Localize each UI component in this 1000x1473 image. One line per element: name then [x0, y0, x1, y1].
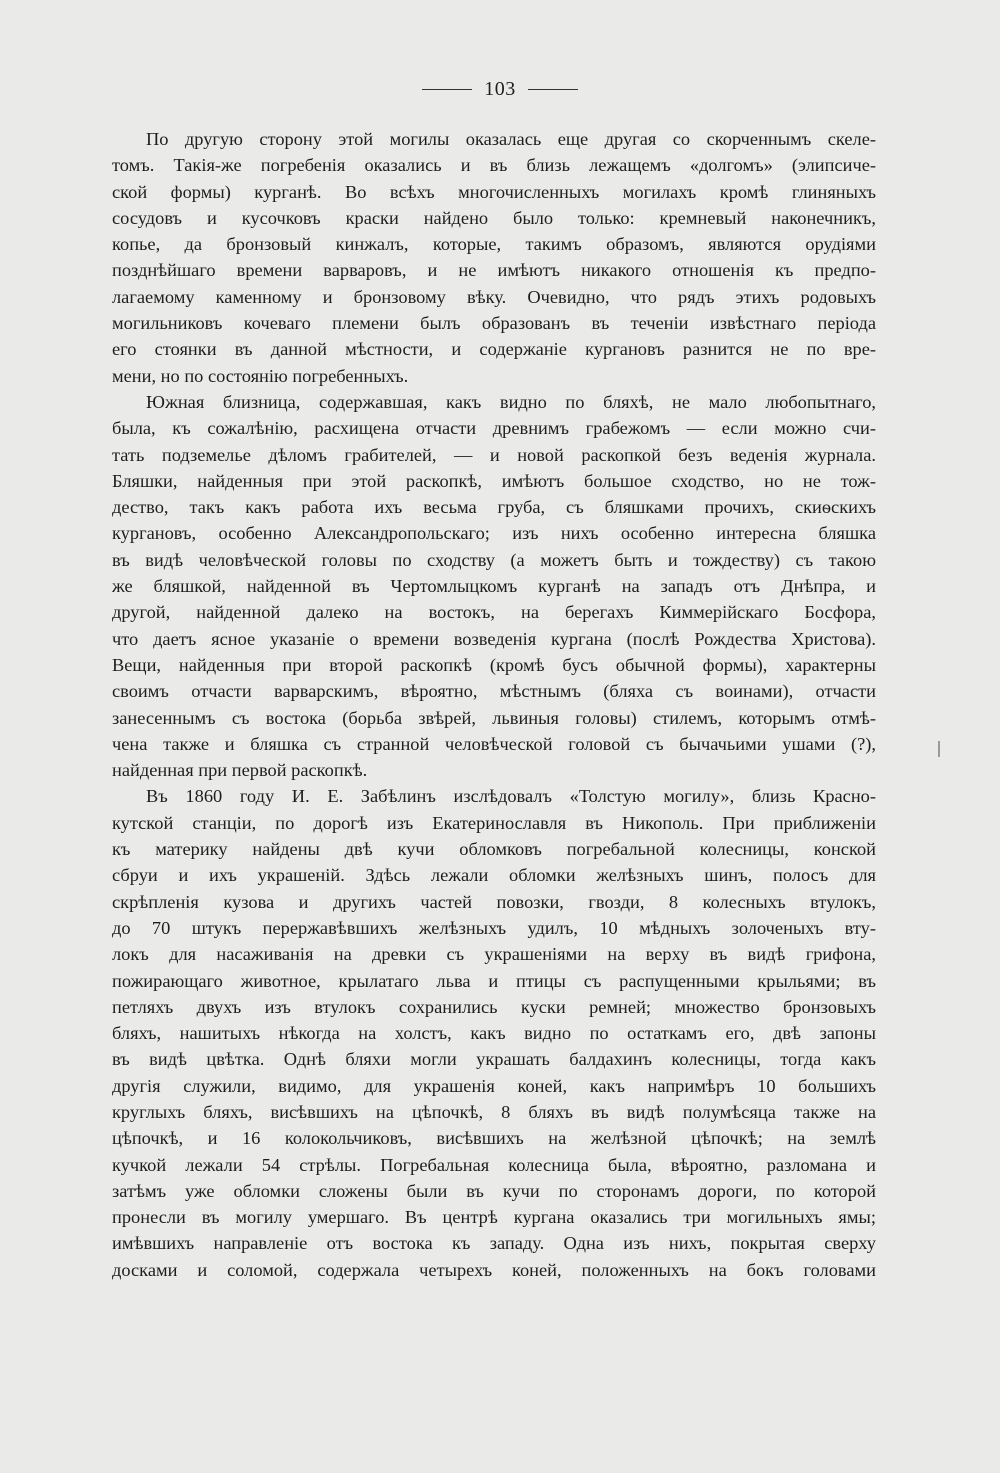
text-line: позднѣйшаго времени варваровъ, и не имѣютъ никакого отношенія къ предпо-: [112, 260, 876, 281]
text-line: пронесли въ могилу умершаго. Въ центрѣ кургана оказались три могильныхъ ямы;: [112, 1207, 876, 1228]
text-line: петляхъ двухъ изъ втулокъ сохранились куски ремней; множество бронзовыхъ: [112, 996, 876, 1017]
text-line: своимъ отчасти варварскимъ, вѣроятно, мѣстнымъ (бляха съ воинами), отчасти: [112, 681, 876, 702]
text-line: была, къ сожалѣнію, расхищена отчасти древнимъ грабежомъ — если можно счи-: [112, 418, 876, 439]
text-line: тать подземелье дѣломъ грабителей, — и новой раскопкой безъ веденія журнала.: [112, 444, 876, 465]
text-line: круглыхъ бляхъ, висѣвшихъ на цѣпочкѣ, 8 бляхъ въ видѣ полумѣсяца также на: [112, 1101, 876, 1122]
text-line: его стоянки въ данной мѣстности, и содержаніе кургановъ разнится не по вре-: [112, 339, 876, 360]
margin-mark: [938, 741, 940, 757]
page-header: [0, 78, 1000, 101]
text-line: кутской станціи, по дорогѣ изъ Екатеринославля въ Никополь. При приближеніи: [112, 812, 876, 833]
text-line: Южная близница, содержавшая, какъ видно по бляхѣ, не мало любопытнаго,: [146, 391, 876, 412]
text-line: скрѣпленія кузова и другихъ частей повозки, гвозди, 8 колесныхъ втулокъ,: [112, 891, 876, 912]
text-line: копье, да бронзовый кинжалъ, которые, такимъ образомъ, являются орудіями: [112, 234, 876, 255]
text-line: найденная при первой раскопкѣ.: [112, 760, 368, 781]
text-line: кучкой лежали 54 стрѣлы. Погребальная колесница была, вѣроятно, разломана и: [112, 1154, 876, 1175]
header-rule-left: [422, 89, 472, 90]
text-line: въ видѣ цвѣтка. Однѣ бляхи могли украшать балдахинъ колесницы, тогда какъ: [112, 1049, 876, 1070]
text-line: Вещи, найденныя при второй раскопкѣ (кромѣ бусъ обычной формы), характерны: [112, 654, 876, 675]
text-line: локъ для насаживанія на древки съ украшеніями на верху въ видѣ грифона,: [112, 944, 876, 965]
text-line: кургановъ, особенно Александропольскаго; изъ нихъ особенно интересна бляшка: [112, 523, 876, 544]
text-line: же бляшкой, найденной въ Чертомлыцкомъ курганѣ на западъ отъ Днѣпра, и: [112, 576, 876, 597]
text-line: По другую сторону этой могилы оказалась еще другая со скорченнымъ скеле-: [146, 129, 876, 149]
text-line: лагаемому каменному и бронзовому вѣку. Очевидно, что рядъ этихъ родовыхъ: [112, 286, 876, 307]
text-line: занесеннымъ съ востока (борьба звѣрей, львиныя головы) стилемъ, которымъ отмѣ-: [112, 707, 876, 728]
text-line: сбруи и ихъ украшеній. Здѣсь лежали обломки желѣзныхъ шинъ, полосъ для: [112, 865, 876, 886]
text-line: сосудовъ и кусочковъ краски найдено было только: кремневый наконечникъ,: [112, 207, 876, 228]
text-line: до 70 штукъ перержавѣвшихъ желѣзныхъ удилъ, 10 мѣдныхъ золоченыхъ вту-: [112, 917, 876, 938]
text-line: могильниковъ кочеваго племени былъ образованъ въ теченіи извѣстнаго періода: [112, 313, 876, 334]
text-line: въ видѣ человѣческой головы по сходству (а можетъ быть и тождеству) съ такою: [112, 549, 876, 570]
text-line: ской формы) курганѣ. Во всѣхъ многочисленныхъ могилахъ кромѣ глиняныхъ: [112, 181, 876, 202]
text-line: чена также и бляшка съ странной человѣческой головой съ бычачьими ушами (?),: [112, 733, 876, 754]
text-line: что даетъ ясное указаніе о времени возведенія кургана (послѣ Рождества Христова).: [112, 628, 876, 649]
body-text: [112, 126, 876, 1283]
text-line: другія служили, видимо, для украшенія коней, какъ напримѣръ 10 большихъ: [112, 1075, 876, 1096]
text-line: другой, найденной далеко на востокъ, на берегахъ Киммерійскаго Босфора,: [112, 602, 876, 623]
text-line: бляхъ, нашитыхъ нѣкогда на холстъ, какъ видно по остаткамъ его, двѣ запоны: [112, 1023, 876, 1044]
text-line: цѣпочкѣ, и 16 колокольчиковъ, висѣвшихъ на желѣзной цѣпочкѣ; на землѣ: [112, 1128, 876, 1149]
text-line: къ материку найдены двѣ кучи обломковъ погребальной колесницы, конской: [112, 839, 876, 860]
text-line: Въ 1860 году И. Е. Забѣлинъ изслѣдовалъ «Толстую могилу», близь Красно-: [146, 786, 876, 807]
page-number: 103: [484, 78, 516, 100]
text-line: мени, но по состоянію погребенныхъ.: [112, 365, 409, 386]
text-line: имѣвшихъ направленіе отъ востока къ западу. Одна изъ нихъ, покрытая сверху: [112, 1233, 876, 1254]
header-rule-right: [528, 89, 578, 90]
text-line: томъ. Такія-же погребенія оказались и въ близь лежащемъ «долгомъ» (элипсиче-: [112, 155, 876, 176]
text-line: дество, такъ какъ работа ихъ весьма груба, съ бляшками прочихъ, скиѳскихъ: [112, 497, 876, 518]
text-line: досками и соломой, содержала четырехъ коней, положенныхъ на бокъ головами: [112, 1259, 876, 1280]
text-line: затѣмъ уже обломки сложены были въ кучи по сторонамъ дороги, по которой: [112, 1180, 876, 1201]
text-line: пожирающаго животное, крылатаго льва и птицы съ распущенными крыльями; въ: [112, 970, 876, 991]
text-line: Бляшки, найденныя при этой раскопкѣ, имѣютъ большое сходство, но не тож-: [112, 470, 876, 491]
